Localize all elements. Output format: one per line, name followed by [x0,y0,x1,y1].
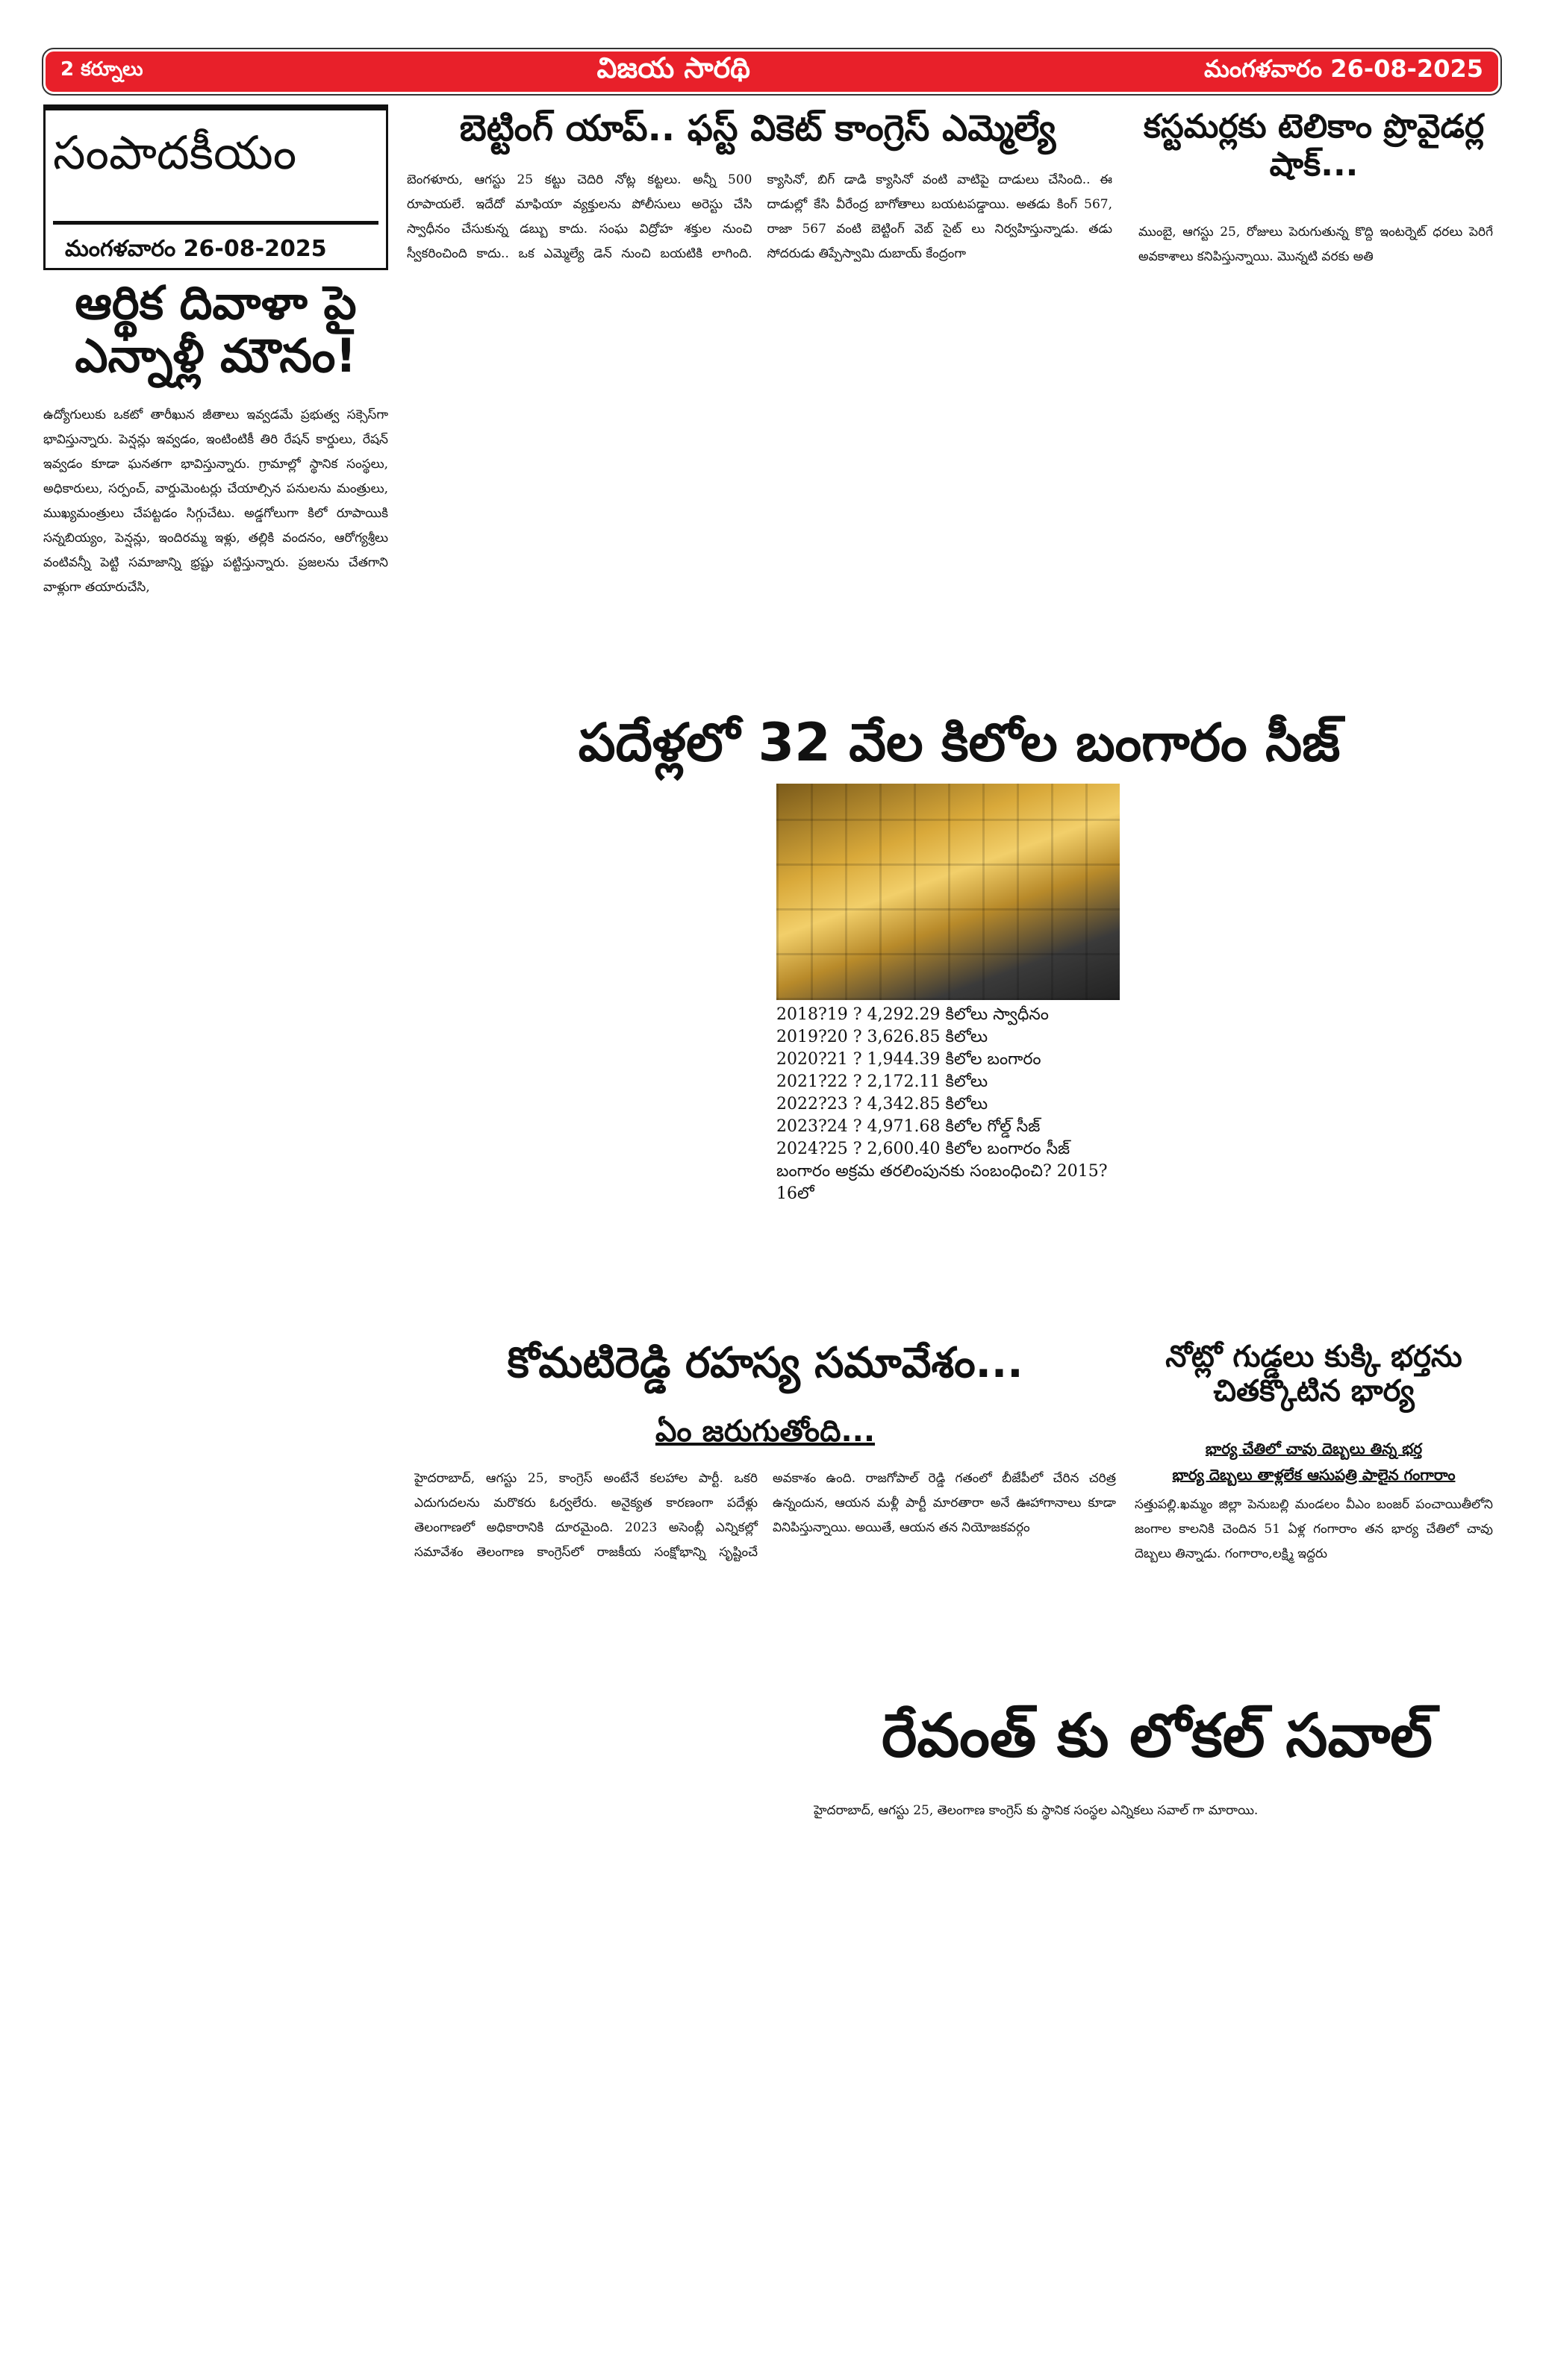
editorial-title: సంపాదకీయం [53,125,297,180]
list-item: 2019?20 ? 3,626.85 కిలోలు [776,1028,988,1046]
list-item: బంగారం అక్రమ తరలింపునకు సంబంధించి? 2015?16లో [776,1162,1108,1203]
telecom-body: ముంబై, ఆగస్టు 25, రోజులు పెరుగుతున్న కొద్ది ఇంటర్నెట్ ధరలు పెరిగే అవకాశాలు కనిపిస్తున్నాయి. మొన్నటి వరకు అతి [1138,225,1493,264]
list-item: 2020?21 ? 1,944.39 కిలోల బంగారం [776,1050,1041,1069]
wife-headline: నోట్లో గుడ్డలు కుక్కి భర్తను చితక్కొటిన భార్య [1165,1340,1462,1408]
issue-date: మంగళవారం 26-08-2025 [1204,54,1483,83]
betting-body: బెంగళూరు, ఆగస్టు 25 కట్టు చెదిరి నోట్ల కట్టలు. అన్నీ 500 రూపాయలే. ఇదేదో మాఫియా వ్యక్తులను పోలీసులు అరెస్టు చేసి స్వాధీనం చేసుకున్న డబ్బు కాదు. సంఘ విద్రోహ శక్తుల నుంచి స్వీకరించింది కాదు.. ఒక ఎమ్మెల్యే డెన్ నుంచి బయటికి లాగింది. క్యాసినో, బిగ్ డాడి క్యాసినో వంటి వాటిపై దాడులు చేసింది.. ఈ దాడుల్లో కేసి వీరేంద్ర బాగోతాలు బయటపడ్డాయి. అతడు కింగ్ 567, రాజా 567 వంటి బెట్టింగ్ వెబ్ సైట్ లు నిర్వహిస్తున్నాడు. తడు సోదరుడు తిప్పేస్వామి దుబాయ్ కేంద్రంగా [407,172,1112,261]
list-item: 2021?22 ? 2,172.11 కిలోలు [776,1072,988,1091]
komatireddy-headline: కోమటిరెడ్డి రహస్య సమావేశం... [507,1339,1023,1387]
betting-headline: బెట్టింగ్ యాప్.. ఫస్ట్ వికెట్ కాంగ్రెస్ ఎమ్మెల్యే [459,107,1056,149]
divider [53,221,378,225]
gold-bars-photo [776,784,1120,1000]
newspaper-name: విజయ సారథి [596,51,750,84]
komatireddy-subheadline: ఏం జరుగుతోంది... [655,1414,876,1449]
masthead-bar [43,49,1500,94]
editorial-body: ఉద్యోగులుకు ఒకటో తారీఖున జీతాలు ఇవ్వడమే ప్రభుత్వ సక్సెస్‌గా భావిస్తున్నారు. పెన్షన్లు ఇవ్వడం, ఇంటింటికీ తిరి రేషన్ కార్డులు, రేషన్ ఇవ్వడం కూడా ఘనతగా భావిస్తున్నారు. గ్రామాల్లో స్థానిక సంస్థలు, అధికారులు, సర్పంచ్, వార్డుమెంటర్లు చేయాల్సిన పనులను మంత్రులు, ముఖ్యమంత్రులు చేపట్టడం సిగ్గుచేటు. అడ్డగోలుగా కిలో రూపాయికి సన్నబియ్యం, పెన్షన్లు, ఇందిరమ్మ ఇళ్లు, తల్లికి వందనం, ఆరోగ్యశ్రీలు వంటివన్నీ పెట్టి సమాజాన్ని భ్రష్టు పట్టిస్తున్నారు. ప్రజలను చేతగాని వాళ్లుగా తయారుచేసి, [43,407,388,595]
revanth-body: హైదరాబాద్, ఆగస్టు 25, తెలంగాణ కాంగ్రెస్ కు స్థానిక సంస్థల ఎన్నికలు సవాల్ గా మారాయి. [814,1803,1259,1818]
gold-headline: పదేళ్లలో 32 వేల కిలోల బంగారం సీజ్ [578,712,1341,773]
telecom-headline: కస్టమర్లకు టెలికాం ప్రొవైడర్ల షాక్... [1143,107,1485,184]
editorial-headline: ఆర్థిక దివాళా పై ఎన్నాళ్లీ మౌనం! [75,275,357,384]
list-item: 2018?19 ? 4,292.29 కిలోలు స్వాధీనం [776,1005,1049,1024]
list-item: 2024?25 ? 2,600.40 కిలోల బంగారం సీజ్ [776,1140,1070,1158]
page-number: 2 కర్నూలు [60,58,143,81]
editorial-box [43,104,388,270]
list-item: 2022?23 ? 4,342.85 కిలోలు [776,1095,988,1114]
komatireddy-body: హైదరాబాద్, ఆగస్టు 25, కాంగ్రెస్ అంటేనే కలహాల పార్టీ. ఒకరి ఎదుగుదలను మరొకరు ఓర్వలేరు. అనైక్యత కారణంగా పదేళ్లు తెలంగాణలో అధికారానికి దూరమైంది. 2023 అసెంబ్లీ ఎన్నికల్లో సమావేశం తెలంగాణ కాంగ్రెస్‌లో రాజకీయ సంక్షోభాన్ని సృష్టించే అవకాశం ఉంది. రాజగోపాల్ రెడ్డి గతంలో బీజేపీలో చేరిన చరిత్ర ఉన్నందున, ఆయన మళ్లీ పార్టీ మారతారా అనే ఊహాగానాలు కూడా వినిపిస్తున్నాయి. అయితే, ఆయన తన నియోజకవర్గం [414,1471,1116,1560]
wife-subheadline-2: భార్య దెబ్బలు తాళ్లలేక ఆసుపత్రి పాలైన గంగారాం [1172,1466,1456,1484]
revanth-headline: రేవంత్ కు లోకల్ సవాల్ [881,1701,1433,1770]
wife-subheadline-1: భార్య చేతిలో చావు దెబ్బలు తిన్న భర్త [1205,1440,1423,1458]
gold-seizure-list [776,1004,1120,1205]
editorial-date: మంగళవారం 26-08-2025 [65,236,327,262]
wife-body: సత్తుపల్లి.ఖమ్మం జిల్లా పెనుబల్లి మండలం వీఎం బంజర్ పంచాయితీలోని జంగాల కాలనికి చెందిన 51 ఏళ్ల గంగారాం తన భార్య చేతిలో చావు దెబ్బలు తిన్నాడు. గంగారాం,లక్ష్మి ఇద్దరు [1135,1497,1493,1561]
list-item: 2023?24 ? 4,971.68 కిలోల గోల్డ్ సీజ్ [776,1117,1041,1136]
